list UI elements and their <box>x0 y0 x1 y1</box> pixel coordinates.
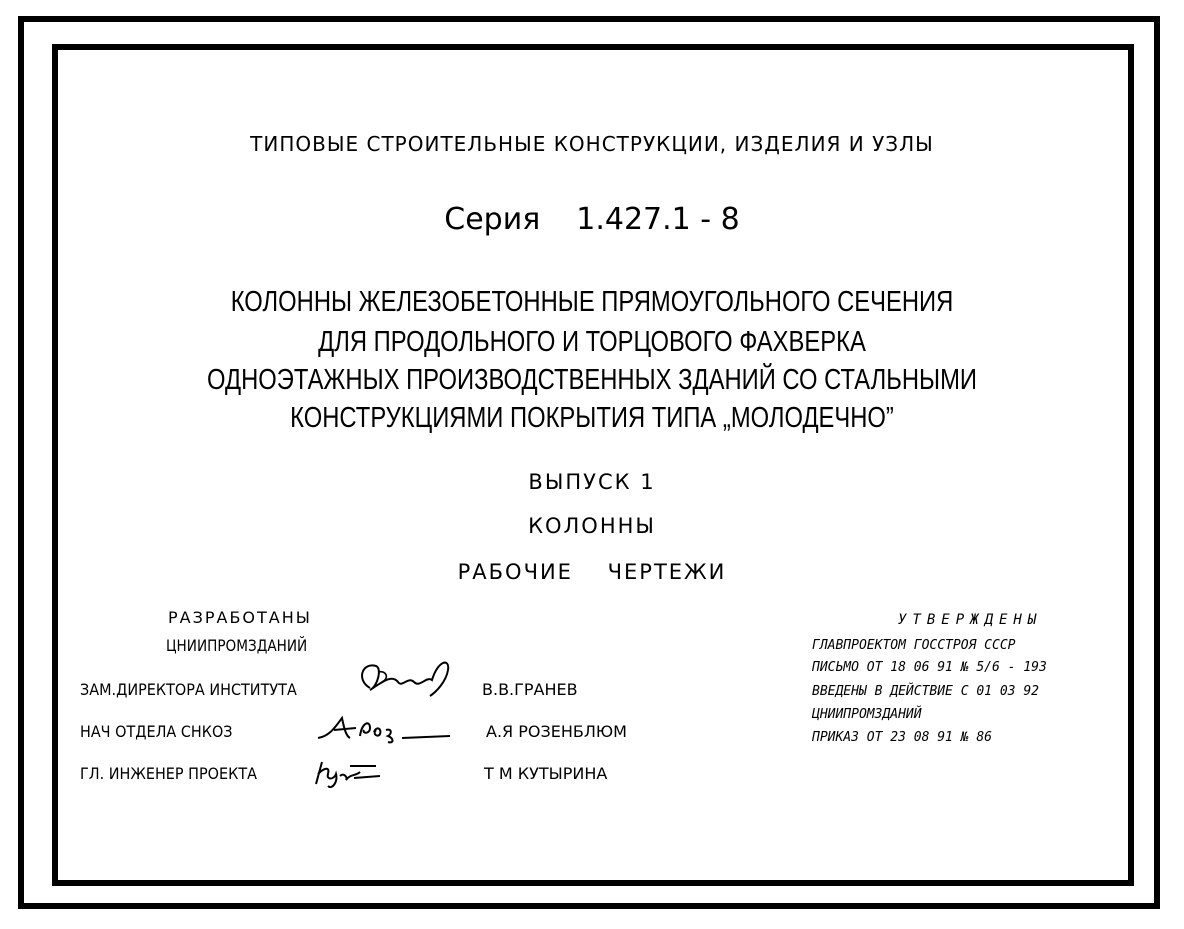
developer-org: ЦНИИПРОМЗДАНИЙ <box>166 636 308 655</box>
header-line: ТИПОВЫЕ СТРОИТЕЛЬНЫЕ КОНСТРУКЦИИ, ИЗДЕЛИЯ И УЗЛЫ <box>250 132 934 156</box>
signature-granev <box>352 652 462 704</box>
signer-title-deputy-director: ЗАМ.ДИРЕКТОРА ИНСТИТУТА <box>80 680 297 699</box>
approval-line-3: ВВЕДЕНЫ В ДЕЙСТВИЕ С 01 03 92 <box>812 684 1039 699</box>
inner-frame <box>52 44 1134 886</box>
series-heading <box>0 202 1184 237</box>
signer-name-kutyrina: Т М КУТЫРИНА <box>484 764 608 783</box>
approval-line-4: ЦНИИПРОМЗДАНИЙ <box>812 707 922 722</box>
series-number: 1.427.1 - 8 <box>576 202 740 237</box>
approval-line-1: ГЛАВПРОЕКТОМ ГОССТРОЯ СССР <box>812 638 1016 653</box>
signer-name-granev: В.В.ГРАНЕВ <box>482 680 578 699</box>
title-line-3: ОДНОЭТАЖНЫХ ПРОИЗВОДСТВЕННЫХ ЗДАНИЙ СО СТАЛЬНЫМИ <box>206 364 978 396</box>
signer-title-department-head: НАЧ ОТДЕЛА СНКОЗ <box>80 722 233 741</box>
title-line-2: ДЛЯ ПРОДОЛЬНОГО И ТОРЦОВОГО ФАХВЕРКА <box>318 326 866 358</box>
signature-kutyrina <box>306 754 386 794</box>
issue-label: ВЫПУСК 1 <box>528 470 656 494</box>
approval-line-5: ПРИКАЗ ОТ 23 08 91 № 86 <box>812 730 993 745</box>
subject-label: КОЛОННЫ <box>528 514 656 538</box>
signer-name-rozenblum: А.Я РОЗЕНБЛЮМ <box>486 722 627 741</box>
title-line-1: КОЛОННЫ ЖЕЛЕЗОБЕТОННЫЕ ПРЯМОУГОЛЬНОГО СЕЧЕНИЯ <box>230 286 954 318</box>
signer-title-chief-engineer: ГЛ. ИНЖЕНЕР ПРОЕКТА <box>80 764 257 783</box>
signature-rozenblum <box>310 708 460 748</box>
developer-label: РАЗРАБОТАНЫ <box>168 608 312 627</box>
drawings-label: РАБОЧИЕ ЧЕРТЕЖИ <box>457 560 727 584</box>
series-label: Серия <box>444 202 541 237</box>
approval-label: УТВЕРЖДЕНЫ <box>898 612 1043 628</box>
title-line-4: КОНСТРУКЦИЯМИ ПОКРЫТИЯ ТИПА „МОЛОДЕЧНО” <box>290 402 894 434</box>
approval-line-2: ПИСЬМО ОТ 18 06 91 № 5/6 - 193 <box>812 660 1047 675</box>
